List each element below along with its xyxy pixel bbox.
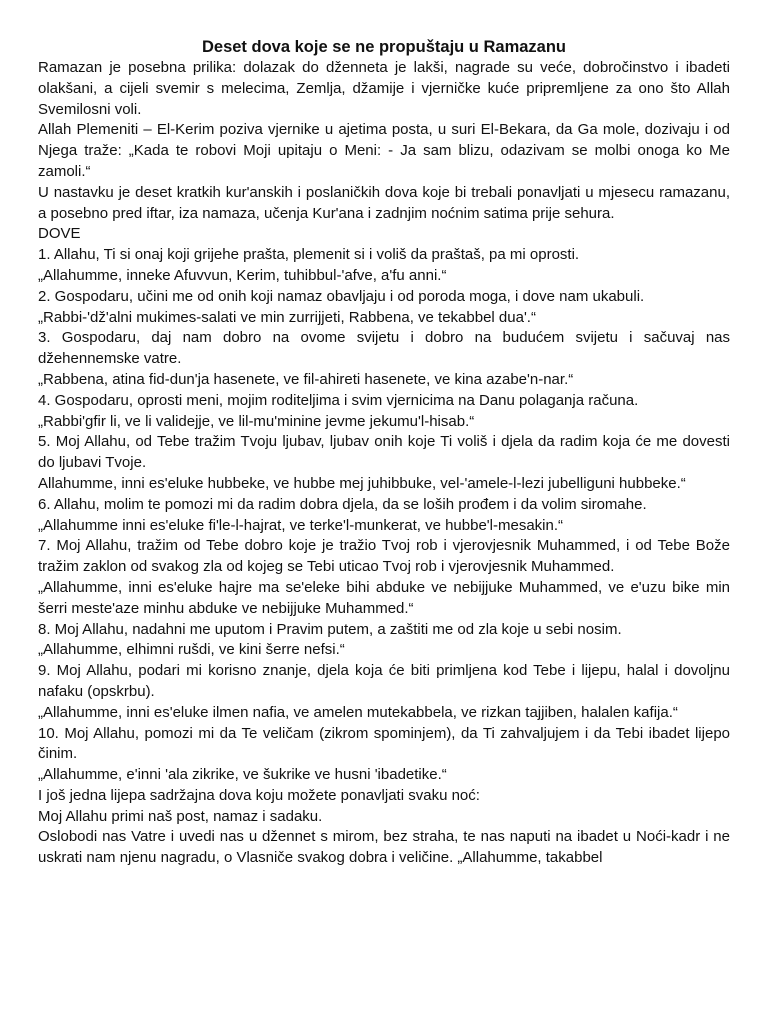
dua-transliteration: „Rabbena, atina fid-dun'ja hasenete, ve fil-ahireti hasenete, ve kina azabe'n-nar.“: [38, 370, 574, 388]
document-title: Deset dova koje se ne propuštaju u Ramazanu: [201, 38, 566, 56]
document-body: [38, 58, 730, 869]
closing-paragraph: I još jedna lijepa sadržajna dova koju možete ponavljati svaku noć:: [38, 786, 480, 804]
dua-translation: 2. Gospodaru, učini me od onih koji namaz obavljaju i od poroda moga, i dove nam ukabuli.: [38, 287, 645, 305]
intro-paragraph: Allah Plemeniti – El-Kerim poziva vjernike u ajetima posta, u suri El-Bekara, da Ga mole, dozivaju i od Njega traže: „Kada te robovi Moji upitaju o Meni: - Ja sam blizu, odazivam se molbi onoga ko Me zamoli.“: [38, 121, 730, 180]
dua-translation: 6. Allahu, molim te pomozi mi da radim dobra djela, da se loših prođem i da volim siromahe.: [38, 495, 647, 513]
closing-paragraph: Moj Allahu primi naš post, namaz i sadaku.: [38, 807, 323, 825]
dua-transliteration: „Allahumme, inni es'eluke ilmen nafia, ve amelen mutekabbela, ve rizkan tajjiben, halalen kafija.“: [38, 703, 678, 721]
dua-translation: 3. Gospodaru, daj nam dobro na ovome svijetu i dobro na budućem svijetu i sačuvaj nas džehennemske vatre.: [38, 329, 730, 368]
dua-translation: 10. Moj Allahu, pomozi mi da Te veličam (zikrom spominjem), da Ti zahvaljujem i da Tebi ibadet lijepo činim.: [38, 724, 730, 763]
section-heading: DOVE: [38, 225, 81, 243]
dua-translation: 9. Moj Allahu, podari mi korisno znanje, djela koja će biti primljena kod Tebe i lijepu, halal i dovoljnu nafaku (opskrbu).: [38, 662, 730, 700]
dua-transliteration: „Rabbi'gfir li, ve li validejje, ve lil-mu'minine jevme jekumu'l-hisab.“: [38, 412, 475, 430]
intro-paragraph: U nastavku je deset kratkih kur'anskih i poslaničkih dova koje bi trebali ponavljati u mjesecu ramazanu, a posebno pred iftar, iza namaza, učenja Kur'ana i zadnjim noćnim satima prije sehura.: [38, 183, 730, 222]
dua-transliteration: „Allahumme, elhimni rušdi, ve kini šerre nefsi.“: [38, 641, 345, 659]
dua-transliteration: „Allahumme inni es'eluke fi'le-l-hajrat, ve terke'l-munkerat, ve hubbe'l-mesakin.“: [38, 516, 563, 534]
dua-translation: 7. Moj Allahu, tražim od Tebe dobro koje je tražio Tvoj rob i vjerovjesnik Muhammed, i od Tebe Bože tražim zaklon od svakog zla od kojeg se Tebi uticao Tvoj rob i vjerovjesnik Muhammed.: [38, 537, 730, 576]
dua-translation: 8. Moj Allahu, nadahni me uputom i Pravim putem, a zaštiti me od zla koje u sebi nosim.: [38, 620, 622, 638]
dua-transliteration: „Allahumme, inni es'eluke hajre ma se'eleke bihi abduke ve nebijjuke Muhammed, ve e'uzu bike min šerri meste'aze minhu abduke ve nebijjuke Muhammed.“: [38, 578, 730, 617]
dua-transliteration: „Allahumme, inneke Afuvvun, Kerim, tuhibbul-'afve, a'fu anni.“: [38, 266, 447, 284]
intro-paragraph: Ramazan je posebna prilika: dolazak do dženneta je lakši, nagrade su veće, dobročinstvo i ibadeti olakšani, a cijeli svemir s melecima, Zemlja, džamije i vjerničke kuće pripremljene za ono što Allah Svemilosni voli.: [38, 59, 730, 118]
dua-transliteration: Allahumme, inni es'eluke hubbeke, ve hubbe mej juhibbuke, vel-'amele-l-lezi jubelliguni hubbeke.“: [38, 474, 686, 492]
closing-paragraph: Oslobodi nas Vatre i uvedi nas u džennet s mirom, bez straha, te nas naputi na ibadet u Noći-kadr i ne uskrati nam njenu nagradu, o Vlasniče svakog dobra i veličine. „Allahumme, takabbel: [38, 828, 730, 867]
dua-transliteration: „Allahumme, e'inni 'ala zikrike, ve šukrike ve husni 'ibadetike.“: [38, 766, 447, 784]
dua-translation: 1. Allahu, Ti si onaj koji grijehe prašta, plemenit si i voliš da praštaš, pa mi oprosti.: [38, 246, 580, 264]
dua-translation: 4. Gospodaru, oprosti meni, mojim roditeljima i svim vjernicima na Danu polaganja računa.: [38, 391, 639, 409]
dua-transliteration: „Rabbi-'dž'alni mukimes-salati ve min zurrijjeti, Rabbena, ve tekabbel dua'.“: [38, 308, 536, 326]
dua-translation: 5. Moj Allahu, od Tebe tražim Tvoju ljubav, ljubav onih koje Ti voliš i djela da radim koja će me dovesti do ljubavi Tvoje.: [38, 433, 730, 472]
